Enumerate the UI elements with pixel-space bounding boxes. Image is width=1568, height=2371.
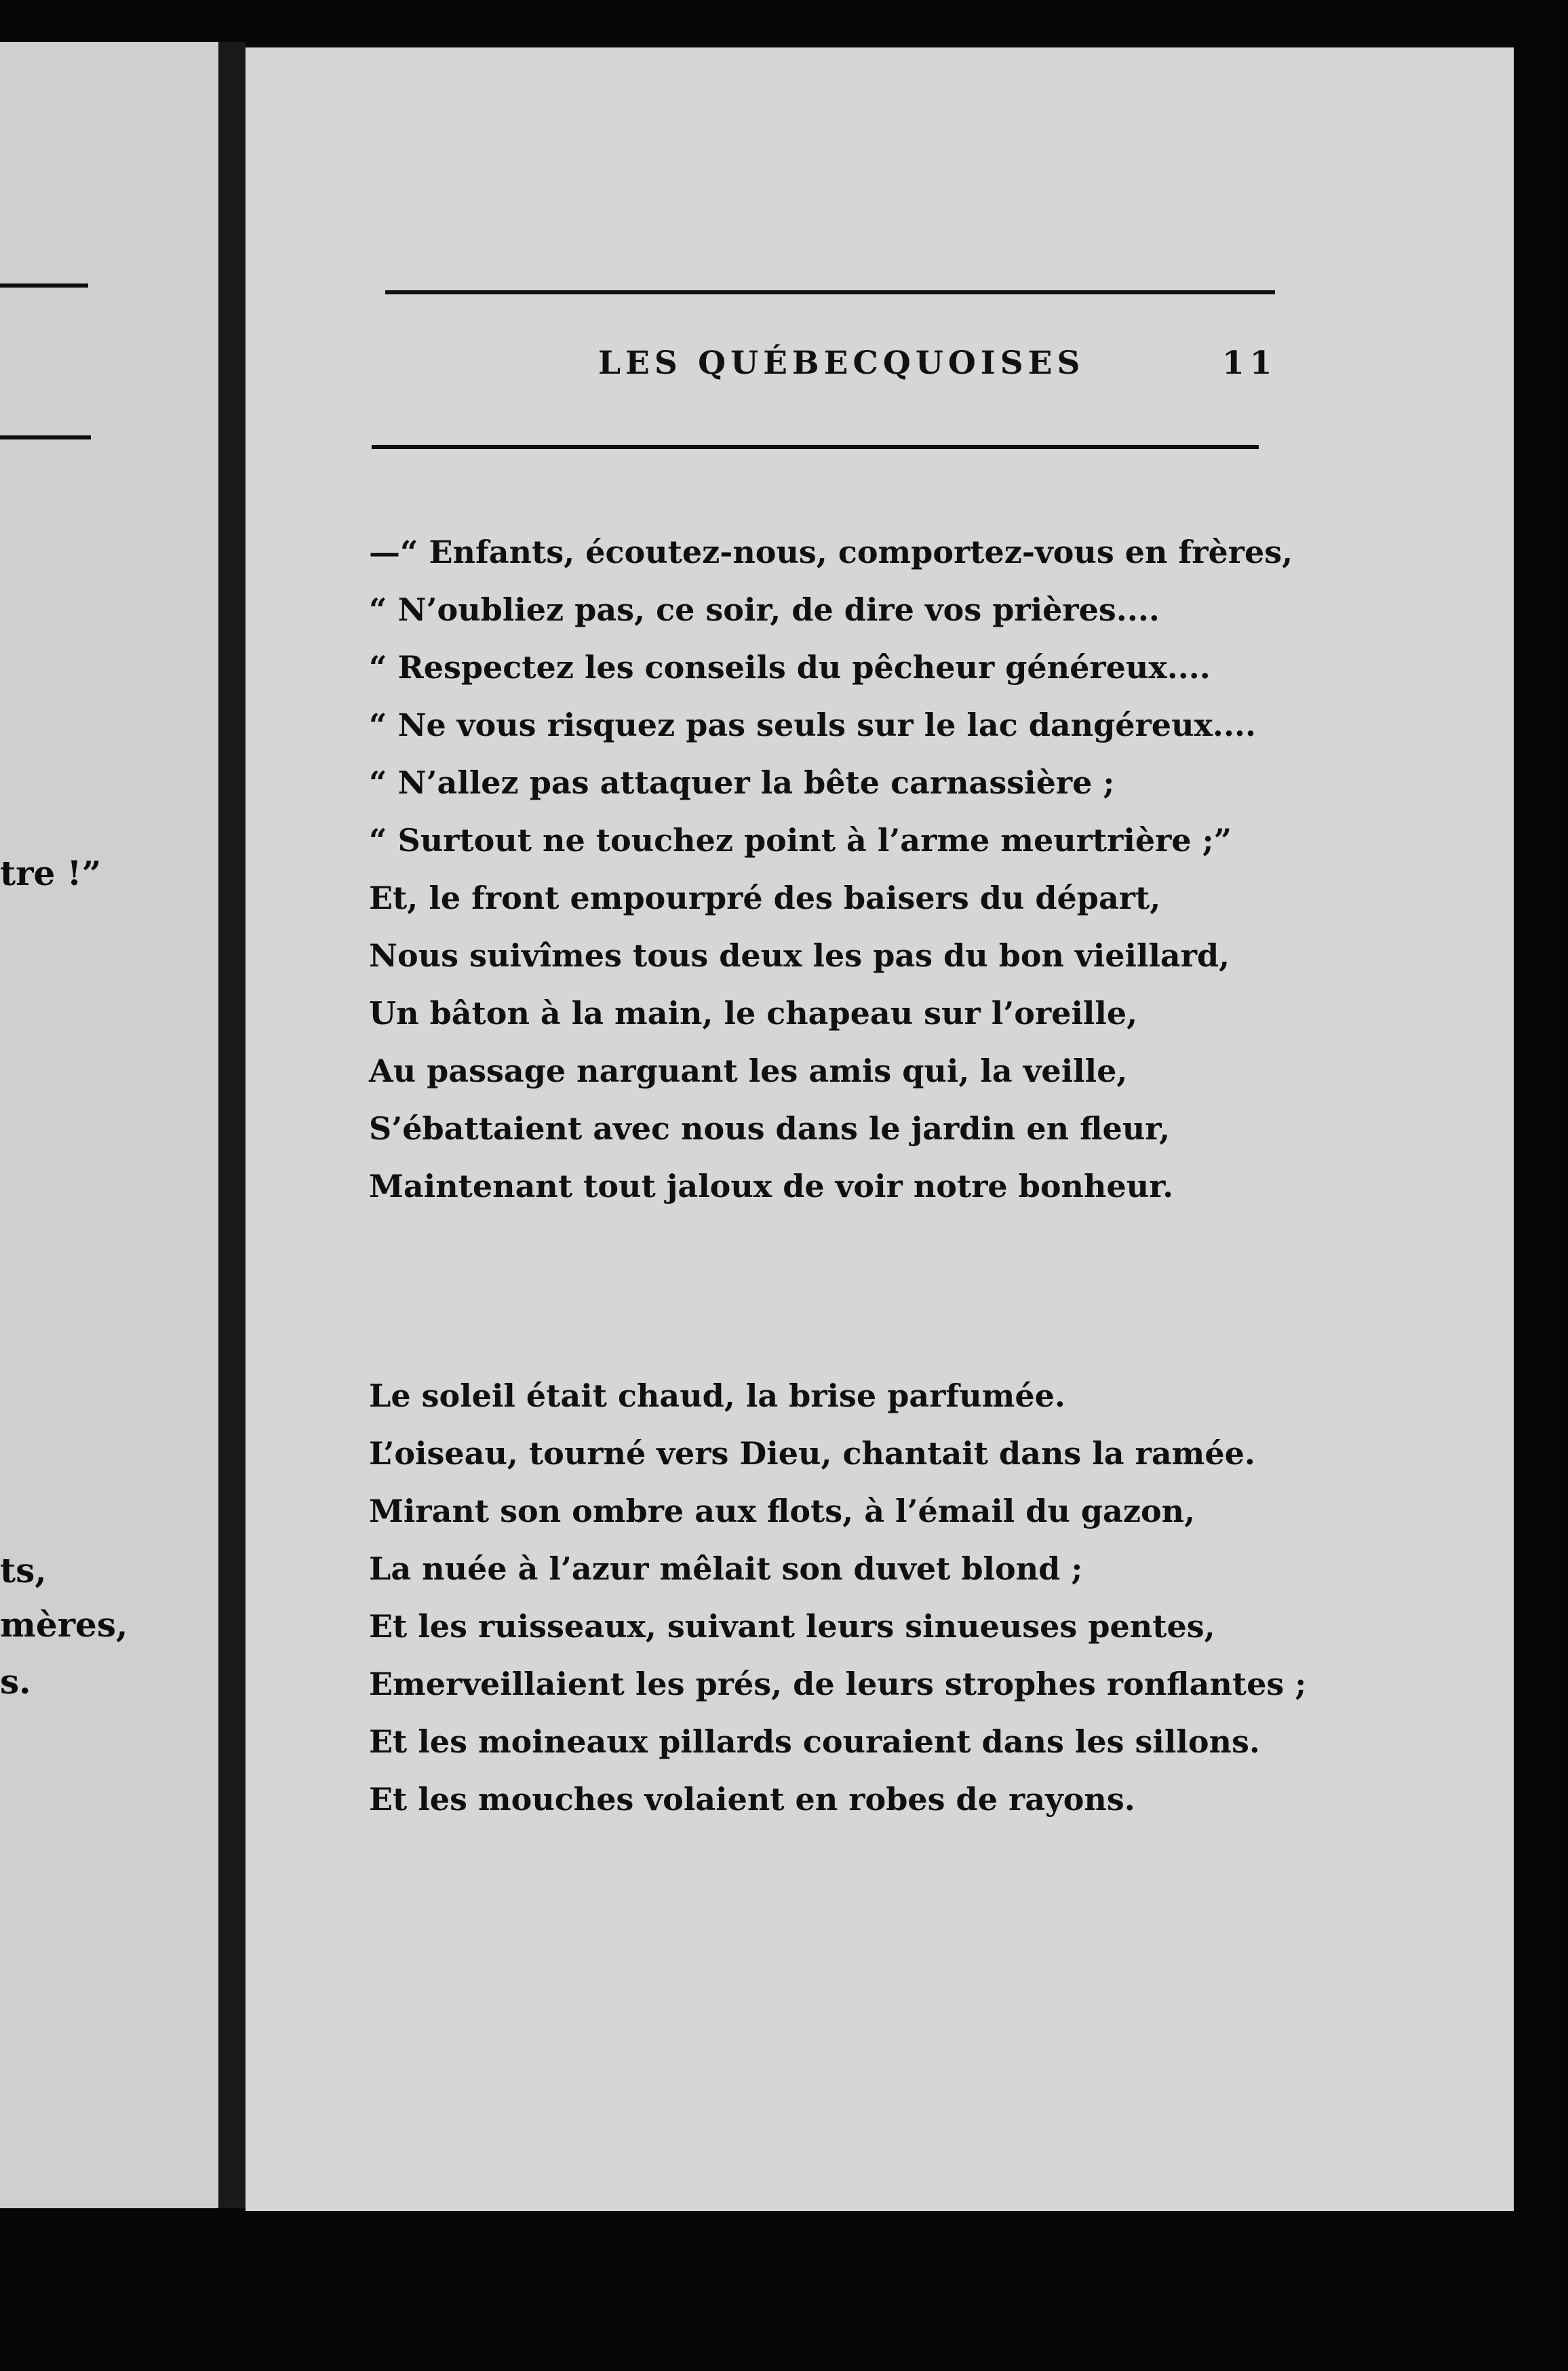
verse-line: Et les mouches volaient en robes de rayons.	[369, 1781, 1135, 1818]
verse-line: L’oiseau, tourné vers Dieu, chantait dans la ramée.	[369, 1435, 1255, 1472]
stanza-1	[369, 524, 1293, 1215]
verse-line: Au passage narguant les amis qui, la veille,	[369, 1053, 1128, 1089]
verse-line: La nuée à l’azur mêlait son duvet blond ;	[369, 1550, 1083, 1587]
left-page-fragment: ts,	[0, 1550, 47, 1590]
running-title: LES QUÉBECQUOISES	[598, 345, 1085, 382]
left-page-fragment: mères,	[0, 1605, 128, 1645]
verse-line: “ N’oubliez pas, ce soir, de dire vos prières....	[369, 591, 1160, 628]
verse-line: Mirant son ombre aux flots, à l’émail du gazon,	[369, 1493, 1196, 1529]
verse-line: “ Respectez les conseils du pêcheur généreux....	[369, 649, 1211, 686]
left-page-rule-top	[0, 283, 88, 288]
header-rule-top	[385, 290, 1275, 294]
facing-page-left	[0, 42, 218, 2208]
book-spine-gutter	[218, 42, 246, 2208]
verse-line: Et les ruisseaux, suivant leurs sinueuses pentes,	[369, 1608, 1215, 1645]
page-number: 11	[1222, 345, 1278, 382]
verse-line: Emerveillaient les prés, de leurs strophes ronflantes ;	[369, 1666, 1307, 1702]
verse-line: “ Surtout ne touchez point à l’arme meurtrière ;”	[369, 822, 1232, 859]
left-page-fragment: tre !”	[0, 853, 102, 893]
left-page-rule-bottom	[0, 435, 91, 439]
page-right	[246, 47, 1514, 2211]
stanza-2	[369, 1367, 1306, 1828]
verse-line: “ N’allez pas attaquer la bête carnassière ;	[369, 764, 1115, 801]
verse-line: “ Ne vous risquez pas seuls sur le lac dangéreux....	[369, 707, 1256, 743]
verse-line: Et, le front empourpré des baisers du départ,	[369, 880, 1161, 916]
verse-line: Et les moineaux pillards couraient dans les sillons.	[369, 1723, 1260, 1760]
verse-line: Maintenant tout jaloux de voir notre bonheur.	[369, 1168, 1174, 1204]
left-page-fragment: s.	[0, 1662, 31, 1702]
verse-line: Nous suivîmes tous deux les pas du bon vieillard,	[369, 937, 1230, 974]
verse-line: Le soleil était chaud, la brise parfumée.	[369, 1377, 1065, 1414]
verse-line: S’ébattaient avec nous dans le jardin en fleur,	[369, 1110, 1171, 1147]
verse-line: Un bâton à la main, le chapeau sur l’oreille,	[369, 995, 1138, 1032]
header-rule-bottom	[372, 445, 1259, 449]
verse-line: —“ Enfants, écoutez-nous, comportez-vous en frères,	[369, 534, 1293, 570]
